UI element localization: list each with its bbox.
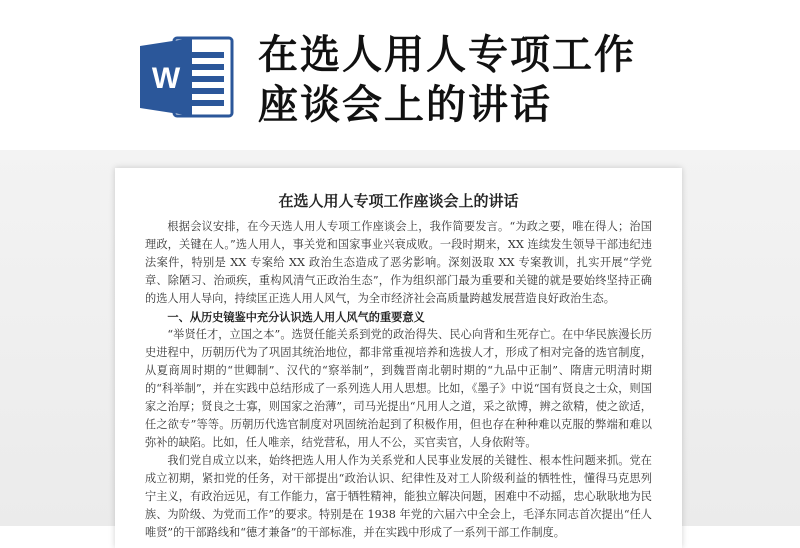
paragraph: 我们党自成立以来，始终把选人用人作为关系党和人民事业发展的关键性、根本性问题来抓。党在成立初期，紧扣党的任务，对干部提出“政治认识、纪律性及对工人阶级利益的牺牲性，懂得马克思列宁主义，有政治远见，有工作能力，富于牺牲精神，能独立解决问题，困难中不动摇，忠心耿耿地为民族、为阶级、为党而工作”的要求。特别是在 1938 年党的六届六中全会上，毛泽东同志首次提出“任人唯贤”的干部路线和“德才兼备”的干部标准，并在实践中形成了一系列干部工作制度。: [145, 454, 652, 539]
page-title: [258, 30, 636, 130]
word-icon-letter: W: [151, 62, 181, 95]
paragraph: 根据会议安排，在今天选人用人专项工作座谈会上，我作简要发言。“为政之要，唯在得人；治国理政，关键在人。”选人用人，事关党和国家事业兴衰成败。一段时期来，XX 连续发生领导干部违纪违法案件，特别是 XX 专案给 XX 政治生态造成了恶劣影响。深刻汲取 XX 专案教训，扎实开展“学党章、除陋习、治顽疾，重构风清气正政治生态”，作为组织部门最为重要和关键的就是要始终坚持正确的选人用人导向，持续匡正选人用人风气，为全市经济社会高质量跨越发展营造良好政治生态。: [145, 220, 652, 305]
document-body: [145, 218, 652, 542]
page-title-line-2: 座谈会上的讲话: [258, 82, 552, 128]
word-icon: [138, 36, 234, 118]
document-preview: [115, 168, 682, 548]
paragraph: “举贤任才，立国之本”。选贤任能关系到党的政治得失、民心向背和生死存亡。在中华民族漫长历史进程中，历朝历代为了巩固其统治地位，都非常重视培养和选拔人才，形成了相对完备的选官制度，从夏商周时期的“世卿制”、汉代的“察举制”，到魏晋南北朝时期的“九品中正制”、隋唐元明清时期的“科举制”，并在实践中总结形成了一系列选人用人思想。比如，《墨子》中说“国有贤良之士众，则国家之治厚；贤良之士寡，则国家之治薄”，司马光提出“凡用人之道，采之欲博，辨之欲精，使之欲适，任之欲专”等等。历朝历代选官制度对巩固统治起到了积极作用，但也存在种种难以克服的弊端和难以弥补的缺陷。比如，任人唯亲，结党营私，用人不公，买官卖官，人身依附等。: [145, 328, 652, 449]
document-title: 在选人用人专项工作座谈会上的讲话: [278, 192, 519, 210]
page-title-line-1: 在选人用人专项工作: [258, 32, 636, 78]
section-heading: 一、从历史镜鉴中充分认识选人用人风气的重要意义: [167, 310, 425, 324]
